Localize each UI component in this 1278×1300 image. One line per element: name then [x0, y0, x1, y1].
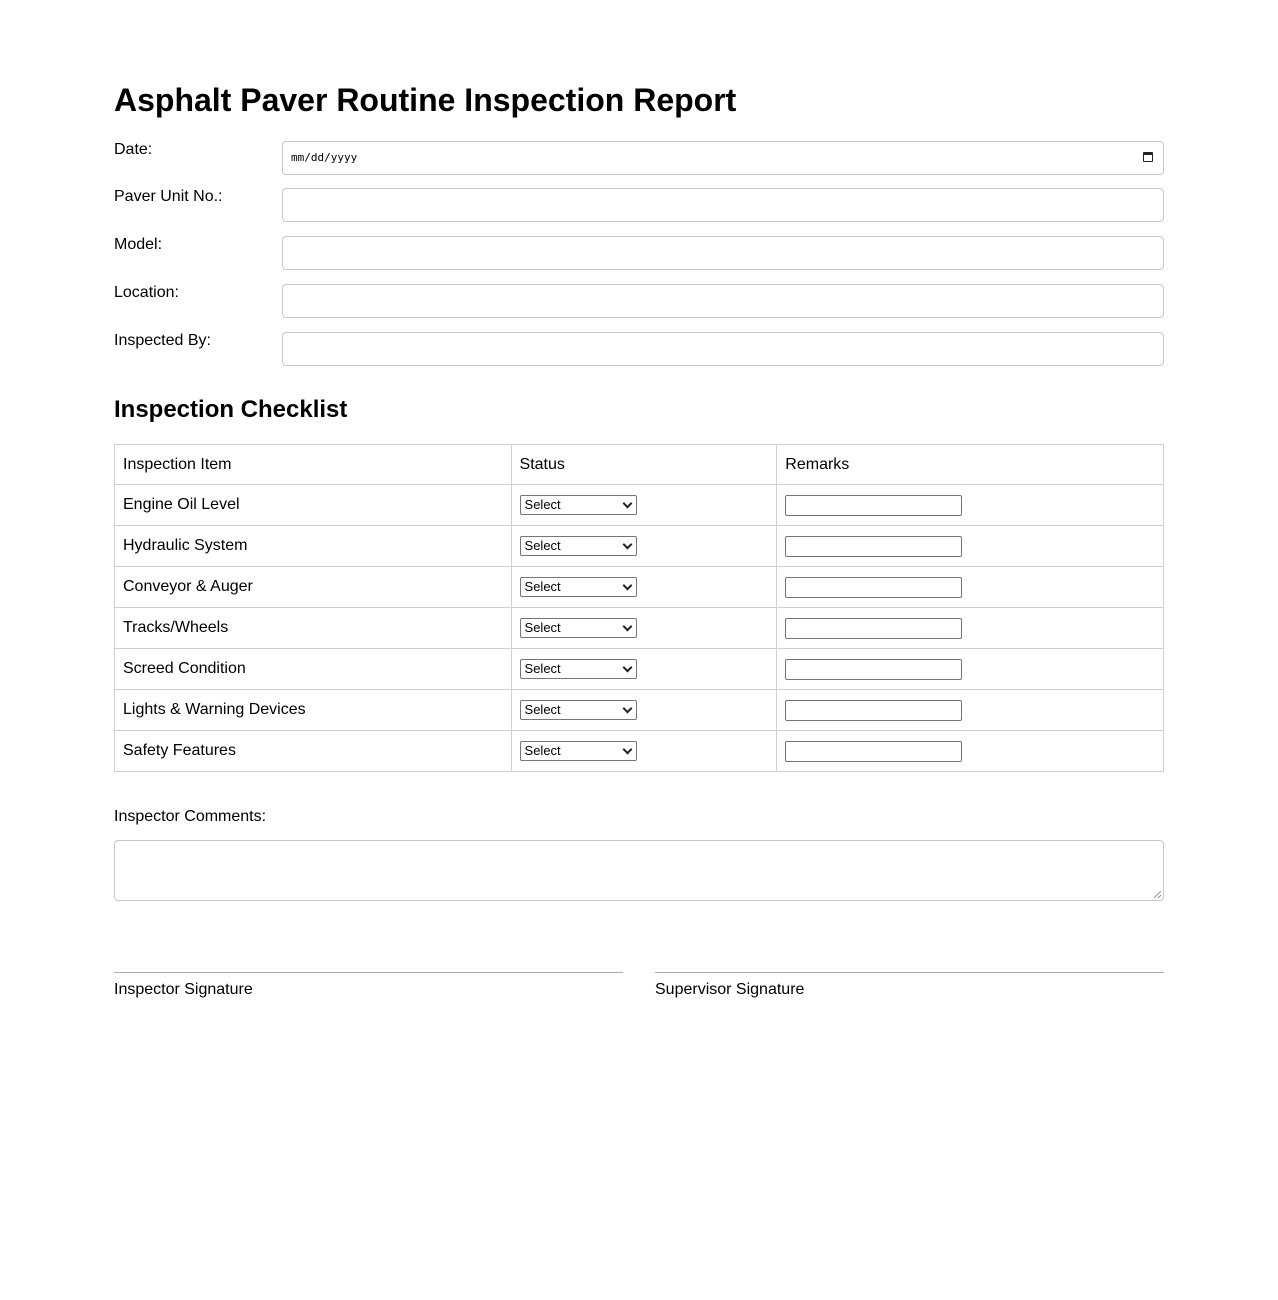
- status-select[interactable]: [520, 618, 637, 638]
- remarks-input[interactable]: [785, 700, 962, 721]
- paver-unit-row: [114, 188, 1164, 222]
- status-cell: [511, 567, 777, 608]
- table-row: [115, 731, 1164, 772]
- chevron-down-icon: [622, 499, 632, 509]
- remarks-cell: [777, 649, 1164, 690]
- comments-label: Inspector Comments:: [114, 808, 267, 825]
- remarks-input[interactable]: [785, 741, 962, 762]
- item-name: Engine Oil Level: [115, 485, 512, 526]
- table-row: [115, 567, 1164, 608]
- status-value: Select: [524, 661, 561, 676]
- table-row: [115, 608, 1164, 649]
- location-label: Location:: [114, 284, 179, 301]
- model-label: Model:: [114, 236, 163, 253]
- supervisor-signature-line: [655, 972, 1164, 998]
- remarks-cell: [777, 690, 1164, 731]
- item-name: Lights & Warning Devices: [115, 690, 512, 731]
- remarks-cell: [777, 608, 1164, 649]
- status-value: Select: [524, 579, 561, 594]
- chevron-down-icon: [622, 663, 632, 673]
- column-header-item: Inspection Item: [115, 445, 512, 485]
- status-cell: [511, 526, 777, 567]
- remarks-cell: [777, 485, 1164, 526]
- inspected-by-input[interactable]: [282, 332, 1164, 366]
- inspected-by-row: [114, 332, 1164, 366]
- item-name: Tracks/Wheels: [115, 608, 512, 649]
- remarks-cell: [777, 526, 1164, 567]
- status-cell: [511, 731, 777, 772]
- inspector-signature-label: Inspector Signature: [114, 981, 253, 998]
- location-input[interactable]: [282, 284, 1164, 318]
- status-cell: [511, 690, 777, 731]
- date-label: Date:: [114, 141, 153, 158]
- status-value: Select: [524, 620, 561, 635]
- column-header-remarks: Remarks: [777, 445, 1164, 485]
- comments-textarea[interactable]: [114, 840, 1164, 901]
- table-row: [115, 690, 1164, 731]
- status-cell: [511, 485, 777, 526]
- inspector-signature-line: [114, 972, 623, 998]
- item-name: Screed Condition: [115, 649, 512, 690]
- table-row: [115, 649, 1164, 690]
- model-row: [114, 236, 1164, 270]
- status-select[interactable]: [520, 536, 637, 556]
- status-value: Select: [524, 538, 561, 553]
- status-value: Select: [524, 743, 561, 758]
- status-cell: [511, 608, 777, 649]
- checklist-table: [114, 444, 1164, 772]
- date-placeholder: mm/dd/yyyy: [291, 151, 358, 164]
- inspected-by-label: Inspected By:: [114, 332, 211, 349]
- item-name: Conveyor & Auger: [115, 567, 512, 608]
- checklist-heading: Inspection Checklist: [114, 396, 348, 423]
- remarks-input[interactable]: [785, 495, 962, 516]
- remarks-input[interactable]: [785, 659, 962, 680]
- resize-grip-icon[interactable]: [1154, 891, 1161, 898]
- paver-unit-label: Paver Unit No.:: [114, 188, 223, 205]
- table-header-row: [115, 445, 1164, 485]
- location-row: [114, 284, 1164, 318]
- date-input[interactable]: [282, 141, 1164, 175]
- remarks-input[interactable]: [785, 536, 962, 557]
- status-select[interactable]: [520, 700, 637, 720]
- table-row: [115, 526, 1164, 567]
- paver-unit-input[interactable]: [282, 188, 1164, 222]
- status-value: Select: [524, 702, 561, 717]
- remarks-cell: [777, 567, 1164, 608]
- remarks-cell: [777, 731, 1164, 772]
- page-title: Asphalt Paver Routine Inspection Report: [114, 82, 737, 118]
- chevron-down-icon: [622, 581, 632, 591]
- table-row: [115, 485, 1164, 526]
- status-select[interactable]: [520, 659, 637, 679]
- calendar-icon[interactable]: [1143, 152, 1153, 162]
- item-name: Hydraulic System: [115, 526, 512, 567]
- date-row: [114, 141, 1164, 175]
- chevron-down-icon: [622, 704, 632, 714]
- chevron-down-icon: [622, 622, 632, 632]
- remarks-input[interactable]: [785, 618, 962, 639]
- status-select[interactable]: [520, 495, 637, 515]
- status-select[interactable]: [520, 741, 637, 761]
- status-cell: [511, 649, 777, 690]
- chevron-down-icon: [622, 540, 632, 550]
- column-header-status: Status: [511, 445, 777, 485]
- status-value: Select: [524, 497, 561, 512]
- model-input[interactable]: [282, 236, 1164, 270]
- supervisor-signature-label: Supervisor Signature: [655, 981, 805, 998]
- status-select[interactable]: [520, 577, 637, 597]
- item-name: Safety Features: [115, 731, 512, 772]
- chevron-down-icon: [622, 745, 632, 755]
- remarks-input[interactable]: [785, 577, 962, 598]
